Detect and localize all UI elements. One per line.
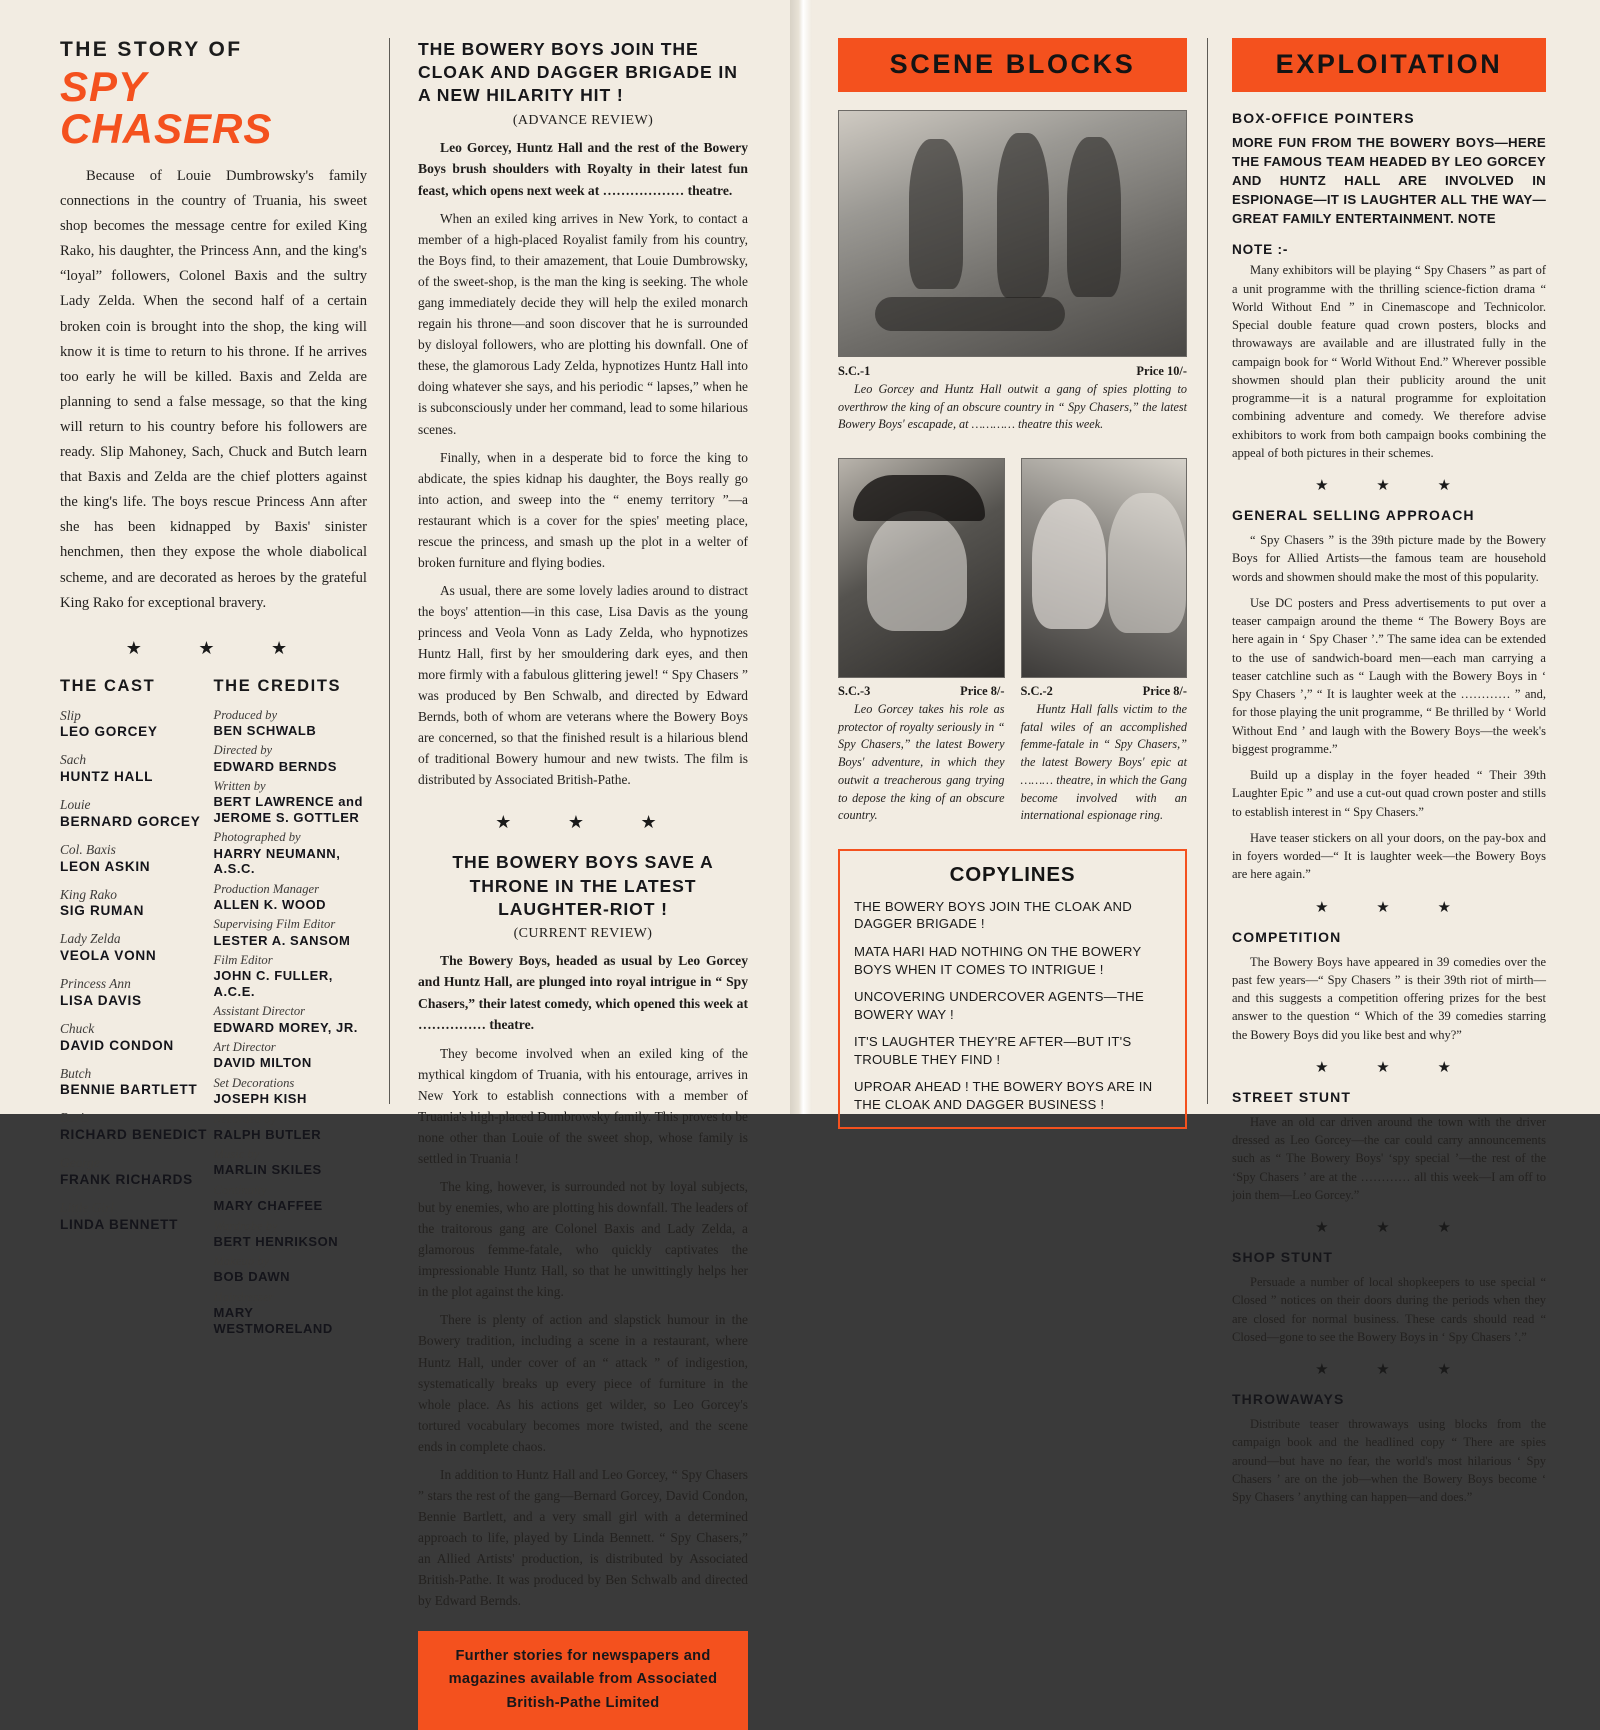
credit-name: DAVID MILTON — [213, 1055, 312, 1071]
exploitation-paragraph: The Bowery Boys have appeared in 39 comedies over the past few years—“ Spy Chasers ” is their 39th riot of mirth—and this suggests a competition offering prizes for the best answer to the question “ Which of the 39 comedies starring the Bowery Boys did you like best and why?” — [1232, 954, 1546, 1042]
cast-name: DAVID CONDON — [60, 1037, 174, 1053]
cast-name: SIG RUMAN — [60, 903, 145, 919]
credit-name: MARY CHAFFEE — [213, 1198, 323, 1214]
further-stories-box: Further stories for newspapers and magazines available from Associated British-Pathe Limited — [418, 1631, 748, 1730]
credit-entry — [214, 830, 368, 876]
review-paragraph: As usual, there are some lovely ladies around to distract the boys' attention—in this case, Lisa Davis as the young princess and Veola Vonn as Lady Zelda, who hypnotizes Huntz Hall, first by her smouldering dark eyes, and then more firmly with a fabulous glittering jewel! “ Spy Chasers ” was produced by Ben Schwalb, and directed by Edward Bernds, both of whom are veterans where the Bowery Boys are concerned, so that the finished result is a hilarious blend of traditional Bowery humour and new twists. The film is distributed by Associated British-Pathe. — [418, 582, 748, 788]
credit-name: JOSEPH KISH — [213, 1090, 307, 1106]
story-eyebrow: THE STORY OF — [60, 38, 243, 61]
credit-entry — [214, 1112, 368, 1143]
right-page — [812, 0, 1600, 1505]
scene-blocks-column — [838, 38, 1208, 1112]
still-photo-sc1 — [838, 110, 1187, 357]
credit-entry — [214, 1254, 368, 1285]
credit-name: MARLIN SKILES — [213, 1162, 322, 1178]
cast-role: Col. Baxis — [60, 841, 116, 857]
cast-name: HUNTZ HALL — [60, 769, 154, 785]
review-paragraph: There is plenty of action and slapstick humour in the Bowery tradition, including a scene in a restaurant, where Huntz Hall, under cover of an “ attack ” of indigestion, systematically breaks up every piece of furniture in the whole place. As his actions get wilder, so Leo Gorcey's tortured vocabulary becomes more twisted, and the scene ends in complete chaos. — [418, 1312, 748, 1454]
credit-name: BERT LAWRENCE and JEROME S. GOTTLER — [213, 794, 363, 825]
sc3-price: Price 8/- — [960, 684, 1005, 699]
cast-name: FRANK RICHARDS — [60, 1171, 193, 1187]
star-divider-reviews: ★ ★ ★ — [495, 812, 683, 833]
exploitation-section-heading: COMPETITION — [1232, 928, 1342, 945]
advance-review-headline: THE BOWERY BOYS JOIN THE CLOAK AND DAGGER BRIGADE IN A NEW HILARITY HIT ! — [418, 39, 738, 106]
credit-entry — [214, 1040, 368, 1071]
cast-entry — [60, 797, 214, 831]
credit-entry — [214, 1076, 368, 1107]
credits-heading: THE CREDITS — [213, 676, 342, 695]
cast-name: RICHARD BENEDICT — [60, 1127, 208, 1143]
scene-blocks-title: SCENE BLOCKS — [889, 49, 1136, 79]
credit-name: BOB DAWN — [213, 1269, 291, 1285]
exploitation-title: EXPLOITATION — [1275, 49, 1503, 79]
sc1-price: Price 10/- — [1136, 364, 1187, 378]
sc3-caption: Leo Gorcey takes his role as protector of royalty seriously in “ Spy Chasers,” the latest Bowery Boys' adventure, in which they outwit a treacherous gang trying to depose the king of an obscure country. — [838, 702, 1005, 823]
credit-role: Set Decorations — [213, 1075, 295, 1090]
review-column — [390, 38, 748, 1711]
copyline-item: MATA HARI HAD NOTHING ON THE BOWERY BOYS WHEN IT COMES TO INTRIGUE ! — [854, 943, 1142, 977]
current-review-lead: The Bowery Boys, headed as usual by Leo Gorcey and Huntz Hall, are plunged into royal intrigue in “ Spy Chasers,” their latest comedy, which opened this week at …………… theatre. — [418, 952, 748, 1033]
credit-role: Assistant Director — [213, 1004, 306, 1019]
exploitation-paragraph: Persuade a number of local shopkeepers to use special “ Closed ” notices on their doors during the periods when they are closed for normal business. These cards should read “ Closed—gone to see the Bowery Boys in ‘ Spy Chasers ’.” — [1232, 1275, 1546, 1344]
exploitation-paragraph: Distribute teaser throwaways using blocks from the campaign book and the headlined copy “ There are spies around—but have no fear, the world's most hilarious ‘ Spy Chasers ’ are on the job—when the Bowery Boys become ‘ Spy Chasers ’ anything can happen—and does.” — [1232, 1417, 1546, 1505]
cast-role: Lady Zelda — [60, 931, 121, 947]
credit-entry — [214, 779, 368, 825]
cast-credits-wrapper — [60, 677, 367, 1342]
cast-entry — [60, 887, 214, 921]
credit-role: Written by — [213, 779, 266, 794]
credit-entry — [214, 882, 368, 913]
scene-blocks-row — [838, 458, 1187, 825]
star-divider: ★ ★ ★ — [1315, 478, 1473, 495]
cast-role: Little Girl — [60, 1199, 114, 1215]
scene-block-sc3 — [838, 458, 1005, 825]
cast-entry — [60, 931, 214, 965]
current-review-body — [418, 1043, 748, 1611]
credit-role: Supervising Film Editor — [213, 917, 336, 932]
cast-list — [60, 708, 214, 1234]
credit-role: Recorded by — [213, 1111, 277, 1126]
current-review-headline: THE BOWERY BOYS SAVE A THRONE IN THE LATEST LAUGHTER-RIOT ! — [452, 852, 714, 919]
exploitation-band — [1232, 38, 1546, 92]
cast-role: King Rako — [60, 886, 117, 902]
cast-entry — [60, 1155, 214, 1189]
copyline-item: THE BOWERY BOYS JOIN THE CLOAK AND DAGGER BRIGADE ! — [854, 898, 1132, 932]
credit-role: Production Manager — [213, 881, 320, 896]
scene-block-sc2 — [1021, 458, 1188, 825]
star-divider: ★ ★ ★ — [1315, 899, 1473, 916]
credit-entry — [214, 1219, 368, 1250]
credit-role: Continuity — [213, 1182, 267, 1197]
copylines-title: COPYLINES — [949, 862, 1076, 886]
credits-list — [214, 708, 368, 1337]
exploitation-section-heading: STREET STUNT — [1232, 1088, 1351, 1105]
star-divider: ★ ★ ★ — [1315, 1362, 1473, 1379]
cast-entry — [60, 842, 214, 876]
current-review-kicker: (CURRENT REVIEW) — [513, 925, 653, 941]
left-page — [0, 0, 790, 1711]
exploitation-paragraph: Many exhibitors will be playing “ Spy Chasers ” as part of a unit programme with the thrilling science-fiction drama “ World Without End ” in Cinemascope and Technicolor. Special double feature quad crown posters, blocks and throwaways are available and are illustrated fully in the campaign book for “ World Without End.” Wherever possible showmen should plan their publicity around the unit programme—it is a natural programme for exploitation combining adventure and comedy. We therefore advise exhibitors to work from both campaign books combining the appeal of both pictures in their schemes. — [1232, 263, 1546, 460]
cast-name: BENNIE BARTLETT — [60, 1082, 198, 1098]
review-paragraph: They become involved when an exiled king of the mythical kingdom of Truania, with his entourage, arrives in New York to establish connections with a member of Truania's high-placed Dumbrowsky family. This proves to be none other than Louie of the sweet shop, whose family is settled in Truania ! — [418, 1045, 748, 1167]
cast-role: Louie — [60, 797, 91, 813]
exploitation-section-heading: GENERAL SELLING APPROACH — [1232, 507, 1475, 524]
cast-entry — [60, 1021, 214, 1055]
credit-role: Produced by — [213, 707, 278, 722]
credit-name: MARY WESTMORELAND — [213, 1305, 333, 1336]
sc3-code-price — [838, 684, 1005, 699]
sc1-caption: Leo Gorcey and Huntz Hall outwit a gang of spies plotting to overthrow the king of an obscure country in “ Spy Chasers,” the latest Bowery Boys' escapade, at ………… theatre this week. — [838, 382, 1187, 432]
cast-role: Butch — [60, 1065, 92, 1081]
credit-entry — [214, 708, 368, 739]
credit-role: Film Editor — [213, 953, 273, 968]
copyline-item: IT'S LAUGHTER THEY'RE AFTER—BUT IT'S TROUBLE THEY FIND ! — [854, 1034, 1132, 1067]
exploitation-column — [1208, 38, 1546, 1505]
exploitation-paragraph: Build up a display in the foyer headed “ Their 39th Laughter Epic ” and use a cut-out quad crown poster and stills to establish interest in “ Spy Chasers.” — [1232, 768, 1546, 819]
credit-name: LESTER A. SANSOM — [213, 932, 351, 948]
credits-column — [214, 677, 368, 1342]
cast-name: BERNARD GORCEY — [60, 813, 201, 829]
cast-entry — [60, 1200, 214, 1234]
scene-blocks-band — [838, 38, 1187, 92]
credit-name: JOHN C. FULLER, A.C.E. — [213, 968, 333, 999]
cast-role: Sach — [60, 752, 87, 768]
credit-role: Makeup by — [213, 1254, 270, 1269]
cast-column — [60, 677, 214, 1342]
exploitation-paragraph: Have teaser stickers on all your doors, on the pay-box and in foyers worded—“ It is laughter week—the Bowery Boys are here again.” — [1232, 830, 1546, 882]
sc1-code: S.C.-1 — [838, 364, 871, 378]
credit-entry — [214, 1290, 368, 1336]
exploitation-paragraph: Use DC posters and Press advertisements to put over a teaser campaign around the theme “ The Bowery Boys are here again in ‘ Spy Chaser ’.” The same idea can be extended to the use of sandwich-board men—each man carrying a teaser catchline such as “ Laugh with the Bowery Boys in ‘ Spy Chasers ’,” “ It is laughter week at the ………… ” and, for those playing the unit programme, “ Be thrilled by ‘ World Without End ’ and laugh with the Bowery Boys—the week's biggest programme.” — [1232, 595, 1546, 756]
advance-review-body — [418, 208, 748, 790]
cast-role: Slip — [60, 707, 81, 723]
review-paragraph: When an exiled king arrives in New York, to contact a member of a high-placed Royalist family from his country, the Boys find, to their amazement, that Louie Dumbrowsky, of the sweet-shop, is the man the king is seeking. The whole gang immediately decide they will help the exiled monarch regain his throne—and soon discover that he is surrounded by disloyal followers, who are plotting his downfall. One of these, the glamorous Lady Zelda, hypnotizes Huntz Hall into doing whatever she says, and his periodic “ lapses,” when he is subconsciously under her command, lead to some hilarious scenes. — [418, 211, 748, 437]
star-divider: ★ ★ ★ — [1315, 1059, 1473, 1076]
credit-role: Directed by — [213, 743, 273, 758]
exploitation-section-heading: NOTE :- — [1232, 242, 1289, 258]
box-office-text: MORE FUN FROM THE BOWERY BOYS—HERE THE FAMOUS TEAM HEADED BY LEO GORCEY AND HUNTZ HALL ARE INVOLVED IN ESPIONAGE—IT IS LAUGHTER ALL THE WAY—GREAT FAMILY ENTERTAINMENT. NOTE — [1232, 135, 1546, 226]
story-body: Because of Louie Dumbrowsky's family connections in the country of Truania, his sweet shop becomes the message centre for exiled King Rako, his daughter, the Princess Ann, and the king's “loyal” followers, Colonel Baxis and the sultry Lady Zelda. When the second half of a certain broken coin is brought into the shop, the king will know it is time to return to his throne. If he arrives too early he will be killed. Baxis and Zelda are planning to send a false message, so that the king will return to his country before his followers are ready. Slip Mahoney, Sach, Chuck and Butch learn that Baxis and Zelda are the chief plotters against the king's life. The boys rescue Princess Ann after she has been kidnapped by Baxis' sinister henchmen, then they expose the whole diabolical scheme, and are decorated as heroes by the grateful King Rako for exceptional bravery. — [60, 168, 367, 611]
credit-name: ALLEN K. WOOD — [213, 896, 327, 912]
credit-name: RALPH BUTLER — [213, 1126, 322, 1142]
still-photo-sc3 — [838, 458, 1005, 678]
film-title: SPY CHASERS — [60, 63, 273, 152]
exploitation-paragraph: Have an old car driven around the town with the driver dressed as Leo Gorcey—the car could carry announcements such as “ The Bowery Boys' ‘spy special ’—the rest of the ‘Spy Chasers ’ are at the ………… all this week—I am off to join them—Leo Gorcey.” — [1232, 1114, 1546, 1202]
credit-entry — [214, 1147, 368, 1178]
credit-role: Hairdresser — [213, 1290, 274, 1305]
sc2-caption: Huntz Hall falls victim to the fatal wiles of an accomplished femme-fatale in “ Spy Chasers,” the latest Bowery Boys' epic at ……… theatre, in which the Gang become involved with an international espionage ring. — [1020, 702, 1187, 823]
review-paragraph: Finally, when in a desperate bid to force the king to abdicate, the spies kidnap his daughter, the Boys really go into action, and sweep into the “ enemy territory ”—a restaurant which is a cover for the spies' meeting place, rescue the princess, and smash up the plot in a welter of broken furniture and flying bodies. — [418, 449, 748, 570]
cast-entry — [60, 752, 214, 786]
credit-entry — [214, 743, 368, 774]
credit-role: Music by — [213, 1147, 260, 1162]
still-photo-sc2 — [1021, 458, 1188, 678]
credit-name: HARRY NEUMANN, A.S.C. — [213, 845, 341, 877]
copyline-item: UPROAR AHEAD ! THE BOWERY BOYS ARE IN THE CLOAK AND DAGGER BUSINESS ! — [854, 1079, 1153, 1112]
credit-role: Art Director — [213, 1040, 276, 1055]
review-paragraph: In addition to Huntz Hall and Leo Gorcey, “ Spy Chasers ” stars the rest of the gang—Bernard Gorcey, David Condon, Bennie Bartlett, and a very small girl with a determined approach to life, played by Linda Bennett. “ Spy Chasers,” an Allied Artists' production, is distributed by Associated British-Pathe. It was produced by Ben Schwalb and directed by Edward Bernds. — [418, 1466, 748, 1609]
box-office-heading: BOX-OFFICE POINTERS — [1232, 110, 1415, 126]
exploitation-section-heading: SHOP STUNT — [1232, 1249, 1333, 1266]
credit-name: BEN SCHWALB — [213, 722, 317, 738]
star-divider: ★ ★ ★ — [125, 637, 314, 658]
credit-role: Photographed by — [213, 830, 301, 845]
credit-name: EDWARD MOREY, JR. — [213, 1019, 358, 1035]
sc2-price: Price 8/- — [1142, 684, 1187, 699]
exploitation-sections — [1232, 242, 1546, 1506]
cast-role: George — [60, 1155, 100, 1171]
credit-name: BERT HENRIKSON — [213, 1233, 339, 1249]
advance-review-lead: Leo Gorcey, Huntz Hall and the rest of the Bowery Boys brush shoulders with Royalty in their latest fun feast, which opens next week at ……………… theatre. — [418, 139, 748, 198]
story-column — [60, 38, 390, 1336]
cast-entry — [60, 708, 214, 742]
credit-role: Wardrobe by — [213, 1218, 278, 1233]
sc3-code: S.C.-3 — [838, 684, 871, 699]
copyline-item: UNCOVERING UNDERCOVER AGENTS—THE BOWERY WAY ! — [854, 989, 1144, 1022]
cast-role: Boris — [60, 1110, 90, 1126]
cast-name: VEOLA VONN — [60, 948, 157, 964]
cast-role: Princess Ann — [60, 976, 131, 992]
cast-entry — [60, 1066, 214, 1100]
credit-entry — [214, 917, 368, 948]
advance-review-kicker: (ADVANCE REVIEW) — [512, 112, 654, 128]
credit-entry — [214, 953, 368, 999]
credit-entry — [214, 1183, 368, 1214]
cast-entry — [60, 976, 214, 1010]
cast-heading: THE CAST — [60, 676, 156, 695]
sc1-code-price — [838, 364, 1187, 379]
sc2-code-price — [1021, 684, 1188, 699]
credit-name: EDWARD BERNDS — [213, 758, 337, 774]
cast-role: Chuck — [60, 1020, 95, 1036]
cast-name: LEO GORCEY — [60, 724, 158, 740]
cast-name: LISA DAVIS — [60, 992, 142, 1008]
cast-name: LEON ASKIN — [60, 858, 151, 874]
sc2-code: S.C.-2 — [1020, 684, 1053, 699]
review-paragraph: The king, however, is surrounded not by loyal subjects, but by enemies, who are plotting his downfall. The leaders of the traitorous gang are Colonel Baxis and Lady Zelda, a glamorous femme-fatale, who quickly captivates the impressionable Huntz Hall, so that he unwittingly helps her in the plot against the king. — [418, 1179, 748, 1300]
exploitation-paragraph: “ Spy Chasers ” is the 39th picture made by the Bowery Boys for Allied Artists—the famous team are household words and showmen should make the most of this popularity. — [1232, 533, 1546, 584]
star-divider: ★ ★ ★ — [1315, 1220, 1473, 1237]
cast-entry — [60, 1110, 214, 1144]
page-gutter — [790, 0, 812, 1114]
copylines-box — [838, 849, 1187, 1129]
credit-entry — [214, 1004, 368, 1035]
cast-name: LINDA BENNETT — [60, 1216, 179, 1232]
exploitation-section-heading: THROWAWAYS — [1232, 1391, 1345, 1408]
copylines-list — [854, 898, 1171, 1113]
